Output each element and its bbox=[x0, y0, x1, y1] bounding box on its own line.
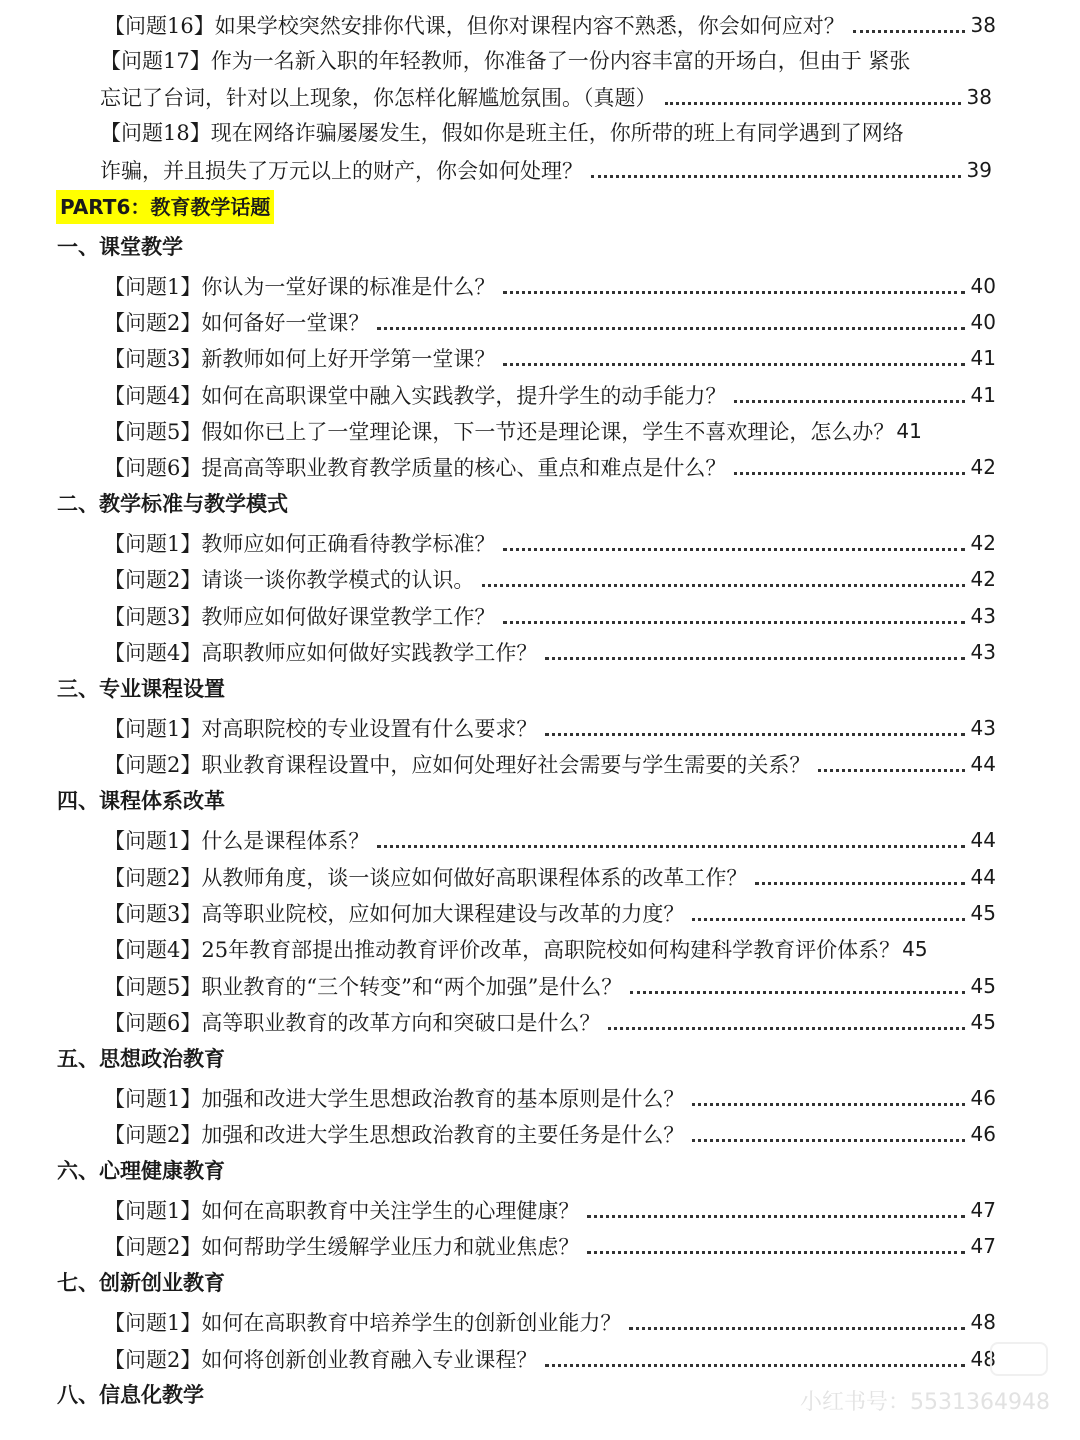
toc-entry[interactable] bbox=[104, 269, 996, 303]
toc-page-number: 39 bbox=[966, 158, 992, 182]
toc-page-number: 41 bbox=[970, 346, 996, 370]
toc-entry[interactable] bbox=[104, 1117, 996, 1151]
toc-entry[interactable] bbox=[104, 1229, 996, 1263]
toc-page-number: 48 bbox=[970, 1310, 996, 1334]
toc-entry-text: 【问题5】职业教育的“三个转变”和“两个加强”是什么？ bbox=[104, 975, 623, 999]
toc-entry-text: 【问题2】请谈一谈你教学模式的认识。 bbox=[104, 568, 475, 592]
toc-entry[interactable] bbox=[104, 599, 996, 633]
toc-entry-text: 【问题2】如何帮助学生缓解学业压力和就业焦虑？ bbox=[104, 1235, 580, 1259]
toc-page-number: 46 bbox=[970, 1086, 996, 1110]
toc-entry-text: 【问题2】如何将创新创业教育融入专业课程？ bbox=[104, 1348, 538, 1372]
toc-entry-text: 【问题1】教师应如何正确看待教学标准？ bbox=[104, 532, 496, 556]
toc-entry[interactable] bbox=[104, 932, 996, 966]
toc-page-number: 44 bbox=[970, 828, 996, 852]
toc-leader-dots bbox=[503, 548, 964, 551]
toc-entry-q18-line1[interactable]: 【问题18】现在网络诈骗屡屡发生，假如你是班主任，你所带的班上有同学遇到了网络 bbox=[100, 121, 904, 145]
toc-leader-dots bbox=[587, 1251, 964, 1254]
toc-page-number: 44 bbox=[970, 752, 996, 776]
toc-leader-dots bbox=[629, 1327, 964, 1330]
watermark-logo-icon bbox=[990, 1342, 1048, 1376]
toc-page-number: 43 bbox=[970, 716, 996, 740]
toc-entry[interactable] bbox=[104, 1005, 996, 1039]
toc-leader-dots bbox=[692, 1139, 964, 1142]
toc-page-number: 43 bbox=[970, 604, 996, 628]
toc-entry-text: 【问题1】加强和改进大学生思想政治教育的基本原则是什么？ bbox=[104, 1087, 685, 1111]
toc-entry[interactable] bbox=[104, 1305, 996, 1339]
toc-leader-dots bbox=[377, 327, 964, 330]
toc-entry[interactable] bbox=[104, 969, 996, 1003]
toc-entry-text: 【问题16】如果学校突然安排你代课，但你对课程内容不熟悉，你会如何应对？ bbox=[104, 14, 845, 38]
toc-page-number: 45 bbox=[902, 937, 928, 961]
toc-leader-dots bbox=[545, 1364, 964, 1367]
toc-entry-text: 忘记了台词，针对以上现象，你怎样化解尴尬氛围。（真题） bbox=[100, 86, 657, 110]
toc-page-number: 45 bbox=[970, 901, 996, 925]
watermark-text: 小红书号：5531364948 bbox=[800, 1390, 1050, 1415]
toc-page-number: 47 bbox=[970, 1234, 996, 1258]
toc-leader-dots bbox=[482, 584, 964, 587]
toc-entry-text: 【问题1】你认为一堂好课的标准是什么？ bbox=[104, 275, 496, 299]
toc-leader-dots bbox=[545, 657, 964, 660]
toc-entry[interactable] bbox=[104, 450, 996, 484]
toc-leader-dots bbox=[377, 845, 964, 848]
toc-entry-text: 【问题3】新教师如何上好开学第一堂课？ bbox=[104, 347, 496, 371]
toc-page-number: 42 bbox=[970, 567, 996, 591]
toc-leader-dots bbox=[503, 291, 964, 294]
section-title: 一、课堂教学 bbox=[57, 235, 183, 259]
toc-entry-text: 【问题2】加强和改进大学生思想政治教育的主要任务是什么？ bbox=[104, 1123, 685, 1147]
toc-entry[interactable] bbox=[104, 526, 996, 560]
toc-entry-text: 【问题1】对高职院校的专业设置有什么要求？ bbox=[104, 717, 538, 741]
section-title: 八、信息化教学 bbox=[57, 1383, 204, 1407]
part-heading: PART6：教育教学话题 bbox=[56, 190, 274, 224]
toc-entry-q16[interactable] bbox=[104, 8, 996, 42]
toc-page-number: 41 bbox=[896, 419, 922, 443]
toc-page-number: 43 bbox=[970, 640, 996, 664]
toc-leader-dots bbox=[692, 1103, 964, 1106]
toc-page-number: 38 bbox=[970, 13, 996, 37]
toc-leader-dots bbox=[755, 882, 964, 885]
toc-entry-text: 【问题6】提高高等职业教育教学质量的核心、重点和难点是什么？ bbox=[104, 456, 727, 480]
toc-leader-dots bbox=[734, 400, 964, 403]
toc-entry-text: 【问题2】从教师角度，谈一谈应如何做好高职课程体系的改革工作？ bbox=[104, 866, 748, 890]
toc-page-number: 48 bbox=[970, 1347, 996, 1371]
toc-page-number: 40 bbox=[970, 274, 996, 298]
toc-page-number: 46 bbox=[970, 1122, 996, 1146]
toc-entry[interactable] bbox=[104, 1342, 996, 1376]
toc-leader-dots bbox=[630, 991, 964, 994]
toc-page-number: 44 bbox=[970, 865, 996, 889]
toc-leader-dots bbox=[545, 733, 964, 736]
section-title: 二、教学标准与教学模式 bbox=[57, 492, 288, 516]
toc-entry-text: 【问题4】如何在高职课堂中融入实践教学，提升学生的动手能力？ bbox=[104, 384, 727, 408]
toc-leader-dots bbox=[818, 769, 964, 772]
toc-entry[interactable] bbox=[104, 747, 996, 781]
toc-page-number: 47 bbox=[970, 1198, 996, 1222]
toc-entry-text: 【问题3】教师应如何做好课堂教学工作？ bbox=[104, 605, 496, 629]
section-title: 六、心理健康教育 bbox=[57, 1159, 225, 1183]
toc-entry-q18[interactable] bbox=[100, 153, 992, 187]
toc-entry[interactable] bbox=[104, 562, 996, 596]
toc-entry-text: 【问题4】高职教师应如何做好实践教学工作？ bbox=[104, 641, 538, 665]
toc-entry[interactable] bbox=[104, 341, 996, 375]
toc-entry[interactable] bbox=[104, 414, 996, 448]
toc-entry-text: 【问题1】如何在高职教育中关注学生的心理健康？ bbox=[104, 1199, 580, 1223]
toc-leader-dots bbox=[853, 30, 965, 33]
toc-entry-text: 【问题5】假如你已上了一堂理论课，下一节还是理论课，学生不喜欢理论，怎么办？ bbox=[104, 420, 895, 444]
section-title: 七、创新创业教育 bbox=[57, 1271, 225, 1295]
toc-entry-text: 【问题2】如何备好一堂课？ bbox=[104, 311, 370, 335]
toc-entry-q17[interactable] bbox=[100, 80, 992, 114]
toc-entry-q17-line1[interactable]: 【问题17】作为一名新入职的年轻教师，你准备了一份内容丰富的开场白，但由于 紧张 bbox=[100, 49, 911, 73]
toc-page-number: 45 bbox=[970, 974, 996, 998]
toc-entry[interactable] bbox=[104, 378, 996, 412]
section-title: 三、专业课程设置 bbox=[57, 677, 225, 701]
toc-leader-dots bbox=[503, 363, 964, 366]
toc-entry-text: 【问题1】如何在高职教育中培养学生的创新创业能力？ bbox=[104, 1311, 622, 1335]
toc-entry[interactable] bbox=[104, 1193, 996, 1227]
toc-page-number: 42 bbox=[970, 455, 996, 479]
toc-entry-text: 【问题1】什么是课程体系？ bbox=[104, 829, 370, 853]
toc-page-number: 41 bbox=[970, 383, 996, 407]
toc-page-number: 42 bbox=[970, 531, 996, 555]
toc-entry[interactable] bbox=[104, 305, 996, 339]
toc-entry-text: 【问题6】高等职业教育的改革方向和突破口是什么？ bbox=[104, 1011, 601, 1035]
toc-leader-dots bbox=[692, 918, 964, 921]
section-title: 四、课程体系改革 bbox=[57, 789, 225, 813]
toc-page-number: 38 bbox=[966, 85, 992, 109]
toc-entry[interactable] bbox=[104, 635, 996, 669]
toc-entry-text: 【问题2】职业教育课程设置中，应如何处理好社会需要与学生需要的关系？ bbox=[104, 753, 811, 777]
toc-leader-dots bbox=[503, 621, 964, 624]
toc-leader-dots bbox=[665, 102, 961, 105]
toc-entry-text: 诈骗，并且损失了万元以上的财产，你会如何处理？ bbox=[100, 159, 583, 183]
toc-entry-text: 【问题3】高等职业院校，应如何加大课程建设与改革的力度？ bbox=[104, 902, 685, 926]
toc-entry-text: 【问题4】25年教育部提出推动教育评价改革，高职院校如何构建科学教育评价体系？ bbox=[104, 938, 901, 962]
toc-page-number: 45 bbox=[970, 1010, 996, 1034]
toc-leader-dots bbox=[587, 1215, 964, 1218]
toc-entry[interactable] bbox=[104, 1081, 996, 1115]
section-title: 五、思想政治教育 bbox=[57, 1047, 225, 1071]
toc-entry[interactable] bbox=[104, 860, 996, 894]
toc-leader-dots bbox=[591, 175, 961, 178]
toc-leader-dots bbox=[734, 472, 964, 475]
toc-entry[interactable] bbox=[104, 896, 996, 930]
toc-entry[interactable] bbox=[104, 823, 996, 857]
toc-leader-dots bbox=[608, 1027, 964, 1030]
toc-entry[interactable] bbox=[104, 711, 996, 745]
toc-page-number: 40 bbox=[970, 310, 996, 334]
